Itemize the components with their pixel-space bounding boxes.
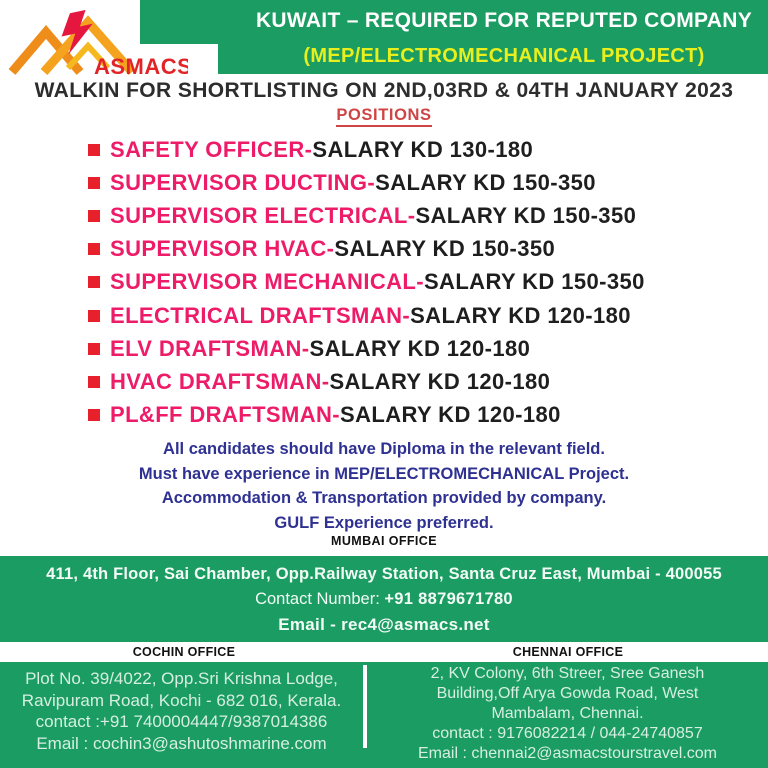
cochin-email-line: Email : cochin3@ashutoshmarine.com [36, 733, 327, 753]
mumbai-office-band [0, 556, 768, 642]
contact-number: +91 8879671780 [384, 590, 513, 608]
positions-heading: POSITIONS [0, 106, 768, 125]
position-role: HVAC DRAFTSMAN- [110, 368, 330, 394]
position-item [88, 365, 768, 398]
chennai-email-line: Email : chennai2@asmacstourstravel.com [417, 745, 718, 762]
red-square-bullet-icon [88, 376, 100, 388]
position-salary: SALARY KD 120-180 [309, 335, 531, 361]
position-item [88, 399, 768, 432]
brand-name: ASMACS [94, 54, 188, 79]
position-salary: SALARY KD 120-180 [340, 402, 561, 428]
position-item [88, 199, 768, 232]
positions-list [88, 133, 768, 432]
position-salary: SALARY KD 150-350 [423, 269, 645, 295]
contact-label: Contact Number: [255, 590, 380, 608]
office-labels-strip [0, 642, 768, 662]
position-role: SUPERVISOR DUCTING- [110, 169, 376, 195]
mountain-lightning-icon [8, 10, 188, 80]
position-salary: SALARY KD 150-350 [415, 202, 637, 228]
chennai-address-line: Building,Off Arya Gowda Road, West [436, 685, 699, 702]
poster-title: KUWAIT – REQUIRED FOR REPUTED COMPANY [255, 9, 753, 32]
position-salary: SALARY KD 150-350 [334, 236, 556, 262]
cochin-address-line: Ravipuram Road, Kochi - 682 016, Kerala. [21, 690, 342, 710]
mumbai-contact [0, 590, 768, 609]
cochin-address-line: Plot No. 39/4022, Opp.Sri Krishna Lodge, [25, 669, 338, 688]
position-role: PL&FF DRAFTSMAN- [110, 402, 341, 428]
position-role: SUPERVISOR HVAC- [110, 236, 335, 262]
position-item [88, 233, 768, 266]
requirements-block [0, 437, 768, 535]
chennai-address-line: 2, KV Colony, 6th Streer, Sree Ganesh [430, 665, 705, 682]
cochin-office-details [0, 668, 363, 754]
red-square-bullet-icon [88, 276, 100, 288]
position-role: ELECTRICAL DRAFTSMAN- [110, 302, 411, 328]
position-salary: SALARY KD 120-180 [410, 302, 631, 328]
position-salary: SALARY KD 150-350 [375, 169, 596, 195]
chennai-address-line: Mambalam, Chennai. [491, 705, 644, 722]
mumbai-office-label: MUMBAI OFFICE [331, 534, 437, 548]
chennai-contact-line: contact : 9176082214 / 044-24740857 [432, 725, 703, 742]
position-role: SAFETY OFFICER- [110, 136, 313, 162]
red-square-bullet-icon [88, 210, 100, 222]
position-salary: SALARY KD 120-180 [329, 368, 551, 394]
position-salary: SALARY KD 130-180 [312, 136, 534, 162]
red-square-bullet-icon [88, 177, 100, 189]
walkin-date-line: WALKIN FOR SHORTLISTING ON 2ND,03RD & 04TH JANUARY 2023 [34, 79, 734, 102]
cochin-contact-line: contact :+91 7400004447/9387014386 [35, 712, 328, 731]
branch-offices-band [0, 662, 768, 768]
requirement-line: GULF Experience preferred. [274, 513, 494, 532]
requirement-line: Must have experience in MEP/ELECTROMECHANICAL Project. [138, 464, 630, 483]
position-role: SUPERVISOR MECHANICAL- [110, 269, 424, 295]
cochin-office-label: COCHIN OFFICE [132, 645, 236, 659]
chennai-office-details [367, 664, 768, 764]
position-role: SUPERVISOR ELECTRICAL- [110, 202, 416, 228]
position-item [88, 299, 768, 332]
red-square-bullet-icon [88, 310, 100, 322]
red-square-bullet-icon [88, 144, 100, 156]
chennai-office-label: CHENNAI OFFICE [512, 645, 624, 659]
requirement-line: All candidates should have Diploma in the relevant field. [163, 440, 605, 458]
asmacs-logo [8, 10, 188, 80]
poster-subtitle: (MEP/ELECTROMECHANICAL PROJECT) [303, 45, 705, 67]
red-square-bullet-icon [88, 409, 100, 421]
requirement-line: Accommodation & Transportation provided by company. [161, 489, 607, 507]
red-square-bullet-icon [88, 343, 100, 355]
red-square-bullet-icon [88, 243, 100, 255]
mumbai-address: 411, 4th Floor, Sai Chamber, Opp.Railway Station, Santa Cruz East, Mumbai - 400055 [46, 565, 722, 583]
position-item [88, 166, 768, 199]
position-item [88, 266, 768, 299]
mumbai-email: Email - rec4@asmacs.net [278, 615, 490, 634]
position-item [88, 133, 768, 166]
position-item [88, 332, 768, 365]
position-role: ELV DRAFTSMAN- [110, 335, 310, 361]
